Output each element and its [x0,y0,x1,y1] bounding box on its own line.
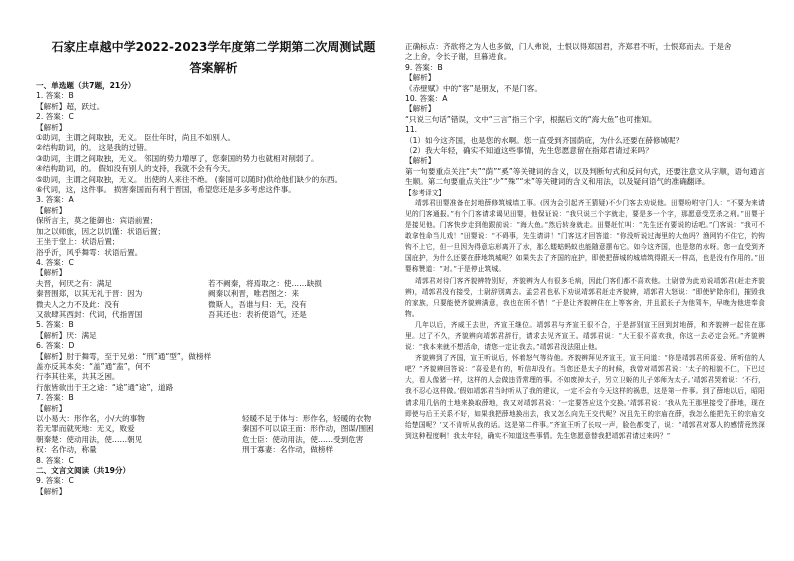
text-line: 浴乎沂，风乎舞雩：状语后置。 [36,247,143,257]
table-cell: 秦国不可以谅王而：形作动，图谋/围困 [242,424,374,434]
table-row [36,279,391,289]
right-lines [405,42,765,167]
table-cell: 阙秦以利晋，唯君图之：来 [208,289,300,299]
table-cell: 轻暖不足于体与：形作名，轻暖的衣物 [242,414,372,423]
text-line: 盖亦反其本矣：“盖”通“盍”，何不 [36,361,151,371]
left-lines-3 [36,456,391,498]
text-line: 【解析】肘于舞雩，至于兄弟：“刑”通“型”，做榜样 [36,351,212,361]
table-row [36,289,391,299]
text-line: 行旅皆欲出于王之途：“途”通“途”，道路 [36,382,174,392]
text-line: 2. 答案：C [36,112,74,122]
text-line: 【解析】 [405,73,436,83]
table-row [36,445,391,455]
table-cell: 微斯人，吾谁与归：无，没有 [208,299,307,309]
text-line: 6. 答案：D [36,341,75,351]
text-line: 【解析】 [36,403,67,413]
text-line: 【解析】厌：满足 [36,330,97,340]
page-subtitle: 答案解析 [189,61,238,75]
text-line: 加之以师旅，因之以饥馑：状语后置； [36,226,166,236]
text-line: “只说三句话”错误，文中“三言”指三个字，根据后文的“海大鱼”也可推知。 [405,114,657,124]
right-column [405,42,765,442]
table-row [36,435,391,445]
text-line: 10. 答案：A [405,94,448,104]
left-lines-2 [36,320,391,414]
table-cell: 朝秦楚：使动用法，使……朝见 [36,434,143,444]
text-line: 【解析】 [405,104,436,114]
text-line: 【解析】 [36,205,67,215]
text-line: 王坐于堂上：状语后置； [36,237,120,247]
text-line: 3. 答案：A [36,195,74,205]
text-line: 9. 答案：B [405,62,443,72]
text-line: 正确标点：齐欲将之为人也多做，门人弗说，士恨以得郑国君，齐郑君不听，士恨郑而去。于是舍 [405,42,732,51]
table-cell: 吾其还也：表祈使语气，还是 [208,309,307,319]
analysis-paragraph: 第一句要重点关注“夫”“荫”“奚”等关键词的含义，以及判断句式和反问句式，还要注意文从字顺，语句通言生顺。第二句要重点关注“少”“殊”“未”等关键词的含义和用法，以及疑问语气的准确翻译。 [405,166,765,187]
table-cell: 若不阙秦，将焉取之：使……缺损 [208,278,322,288]
text-line: ⑥代词，这，这件事。 损害秦国而有利于晋国，希望您还是多多考虑这件事。 [36,185,296,195]
table-row [36,300,391,310]
word-table-1 [36,279,391,321]
text-line: 行李其往来，共其乏困。 [36,372,120,382]
table-cell: 微夫人之力不及此：没有 [36,299,120,309]
text-line: 4. 答案：C [36,257,74,267]
text-line: 之上舍，令长子谢，旦暮进食。 [405,52,512,62]
left-column [36,0,391,497]
text-line: ④结构助词，的。 假如没有别人的支持，我就不会有今天。 [36,164,236,174]
left-lines-1 [36,81,391,279]
text-line: ③助词，主谓之间取独，无义。 邻国的势力增厚了，您秦国的势力也就相对削弱了。 [36,153,319,163]
table-row [36,424,391,434]
text-line: （2）我大年轻，确实不知道这些事情，先生您愿意留在指郑君请过来吗？ [405,146,653,156]
translation-paragraph: 靖郭君对待门客齐貌辨特别好，齐貌辨为人有很多毛病，因此门客们都不喜欢他。士尉曾为此劝说靖郭君(赶走齐貌辨)，靖郭君没有接受，士尉辞别离去。孟尝君也私下劝说靖郭君赶走齐貌辨，靖郭君大怒说：“即使铲除你们，摧毁我的家族，只要能使齐貌辨满意，我也在所不惜！”于是让齐貌辨住在上等客舍，并且派长子为他驾车，早晚为他进奉食物。 [405,276,765,318]
text-line: 9. 答案：C [36,476,74,486]
text-line: ②结构助词，的。 这是我的过错。 [36,143,152,153]
table-cell: 以小易大：形作名，小/大的事物 [36,414,145,423]
table-cell: 权：名作动，称量 [36,445,97,455]
text-line: ⑤助词，主谓之间取独，无义。 出使的人来往不绝。 (秦国可以随时)供给他们缺少的东西。 [36,174,343,184]
text-line: 7. 答案：B [36,393,74,403]
translation-body [405,198,765,442]
table-row [36,414,391,424]
text-line: 二、文言文阅读（共19分） [36,466,131,476]
text-line: 【解析】 [36,486,67,496]
page-title: 石家庄卓越中学2022-2023学年度第二学期第二次周测试题 [51,40,376,54]
table-row [36,310,391,320]
translation-paragraph: 齐貌辨到了齐国，宣王听说后，怀着怒气等待他。齐貌辨拜见齐宣王，宣王问道：“你是靖郭君所喜爱、所听信的人吧？”齐貌辨回答说：“喜爱是有的，听信却没有。当您还是太子的时候，我曾对靖郭君说：‘太子的相貌不仁，下巴过大，看人像猪一样，这样的人会做违背常理的事。不如废掉太子，另立卫姬的儿子郊师为太子。’靖郭君哭着说：‘不行，我不忍心这样做。’假如靖郭君当时听从了我的建议，一定不会有今天这样的祸患，这是第一件事。到了薛地以后，昭阳请求用几倍的土地来换取薛地，我又对靖郭君说：‘一定要答应这个交换。’靖郭君说：‘我从先王那里接受了薛地，现在即使与后王关系不好，如果我把薛地换出去，我又怎么向先王交代呢？况且先王的宗庙在薛，我怎么能把先王的宗庙交给楚国呢？’又不肯听从我的话。这是第二件事。”齐宣王听了长叹一声，脸色都变了，说：“靖郭君对寡人的感情竟然深到这种程度啊！我太年轻，确实不知道这些事情。先生您愿意替我把靖郭君请过来吗？” [405,354,765,440]
text-line: 保所言主，莫之能御也：宾语前置； [36,216,158,226]
text-line: 5. 答案：B [36,320,74,330]
text-line: （1）如今这齐国，也是您的水啊。您一直受到齐国荫庇，为什么还要在薛修城呢？ [405,135,684,145]
text-line: 【解析】 [405,156,436,166]
table-cell: 危士臣：使动用法，使……受到危害 [242,434,364,444]
text-line: 【解析】 [36,122,67,132]
table-cell: 又欲肆其西封：代词，代指晋国 [36,309,143,319]
table-cell: 若无罪而就死地：无义，败爱 [36,424,135,434]
text-line: 【解析】超，跃过。 [36,101,105,111]
text-line: 【解析】 [36,268,67,278]
text-line: 1. 答案：B [36,91,74,101]
translation-paragraph: 几年以后，齐威王去世，齐宣王继位。靖郭君与齐宣王很不合，于是辞别宣王回到封地薛，和齐貌辨一起住在那里。过了不久，齐貌辨向靖郭君辞行，请求去见齐宣王。靖郭君说：“大王很不喜欢我，你这一去必定会死。”齐貌辨说：“我本来就不想活命，请您一定让我去。”靖郭君没法阻止他。 [405,320,765,352]
table-cell: 秦晋围郑，以其无礼于晋：因为 [36,289,143,299]
text-line: 一、单选题（共7题，21分） [36,81,136,90]
text-line: ①助词，主谓之间取独，无义。 臣仕年时，尚且不如别人。 [36,133,236,143]
table-cell: 刑于寡妻：名作动，做榜样 [242,445,334,455]
word-table-2 [36,414,391,456]
translation-title: 【参考译文】 [405,188,446,197]
text-line: 《赤壁赋》中的“客”是朋友，不是门客。 [405,83,542,93]
text-line: 11. [405,125,418,135]
text-line: 8. 答案：C [36,455,74,465]
translation-paragraph: 靖郭君田婴准备在封地薛修筑城墙工事。(因为会引起齐王猜疑)不少门客去劝说他。田婴吩咐守门人：“不要为来请见的门客通报。”有个门客请求谒见田婴，他保证说：“我只说三个字就走，要是多一个字，那愿意受烹杀之刑。”田婴于是接见他。门客快步走到他跟前说：“海大鱼。”然后转身就走。田婴赶忙叫：“先生还有要说的话吧。”门客说：“我可不敢拿性命当儿戏！”田婴说：“不碍事，先生请讲！”门客这才回答道：“你没听说过海里的大鱼吗？渔网钓不住它，钓钩钩不上它，但一旦因为得意忘形离开了水，那么蝼蛄蚂蚁也能随意摆布它。如今这齐国，也是您的水呀。您一直受到齐国庇护，为什么还要在薛地筑城呢？如果失去了齐国的庇护，即使把薛城的城墙筑得跟天一样高，也是没有作用的。”田婴称赞道：“对。”于是停止筑城。 [405,198,765,274]
table-cell: 夫晋，何厌之有：满足 [36,278,112,288]
